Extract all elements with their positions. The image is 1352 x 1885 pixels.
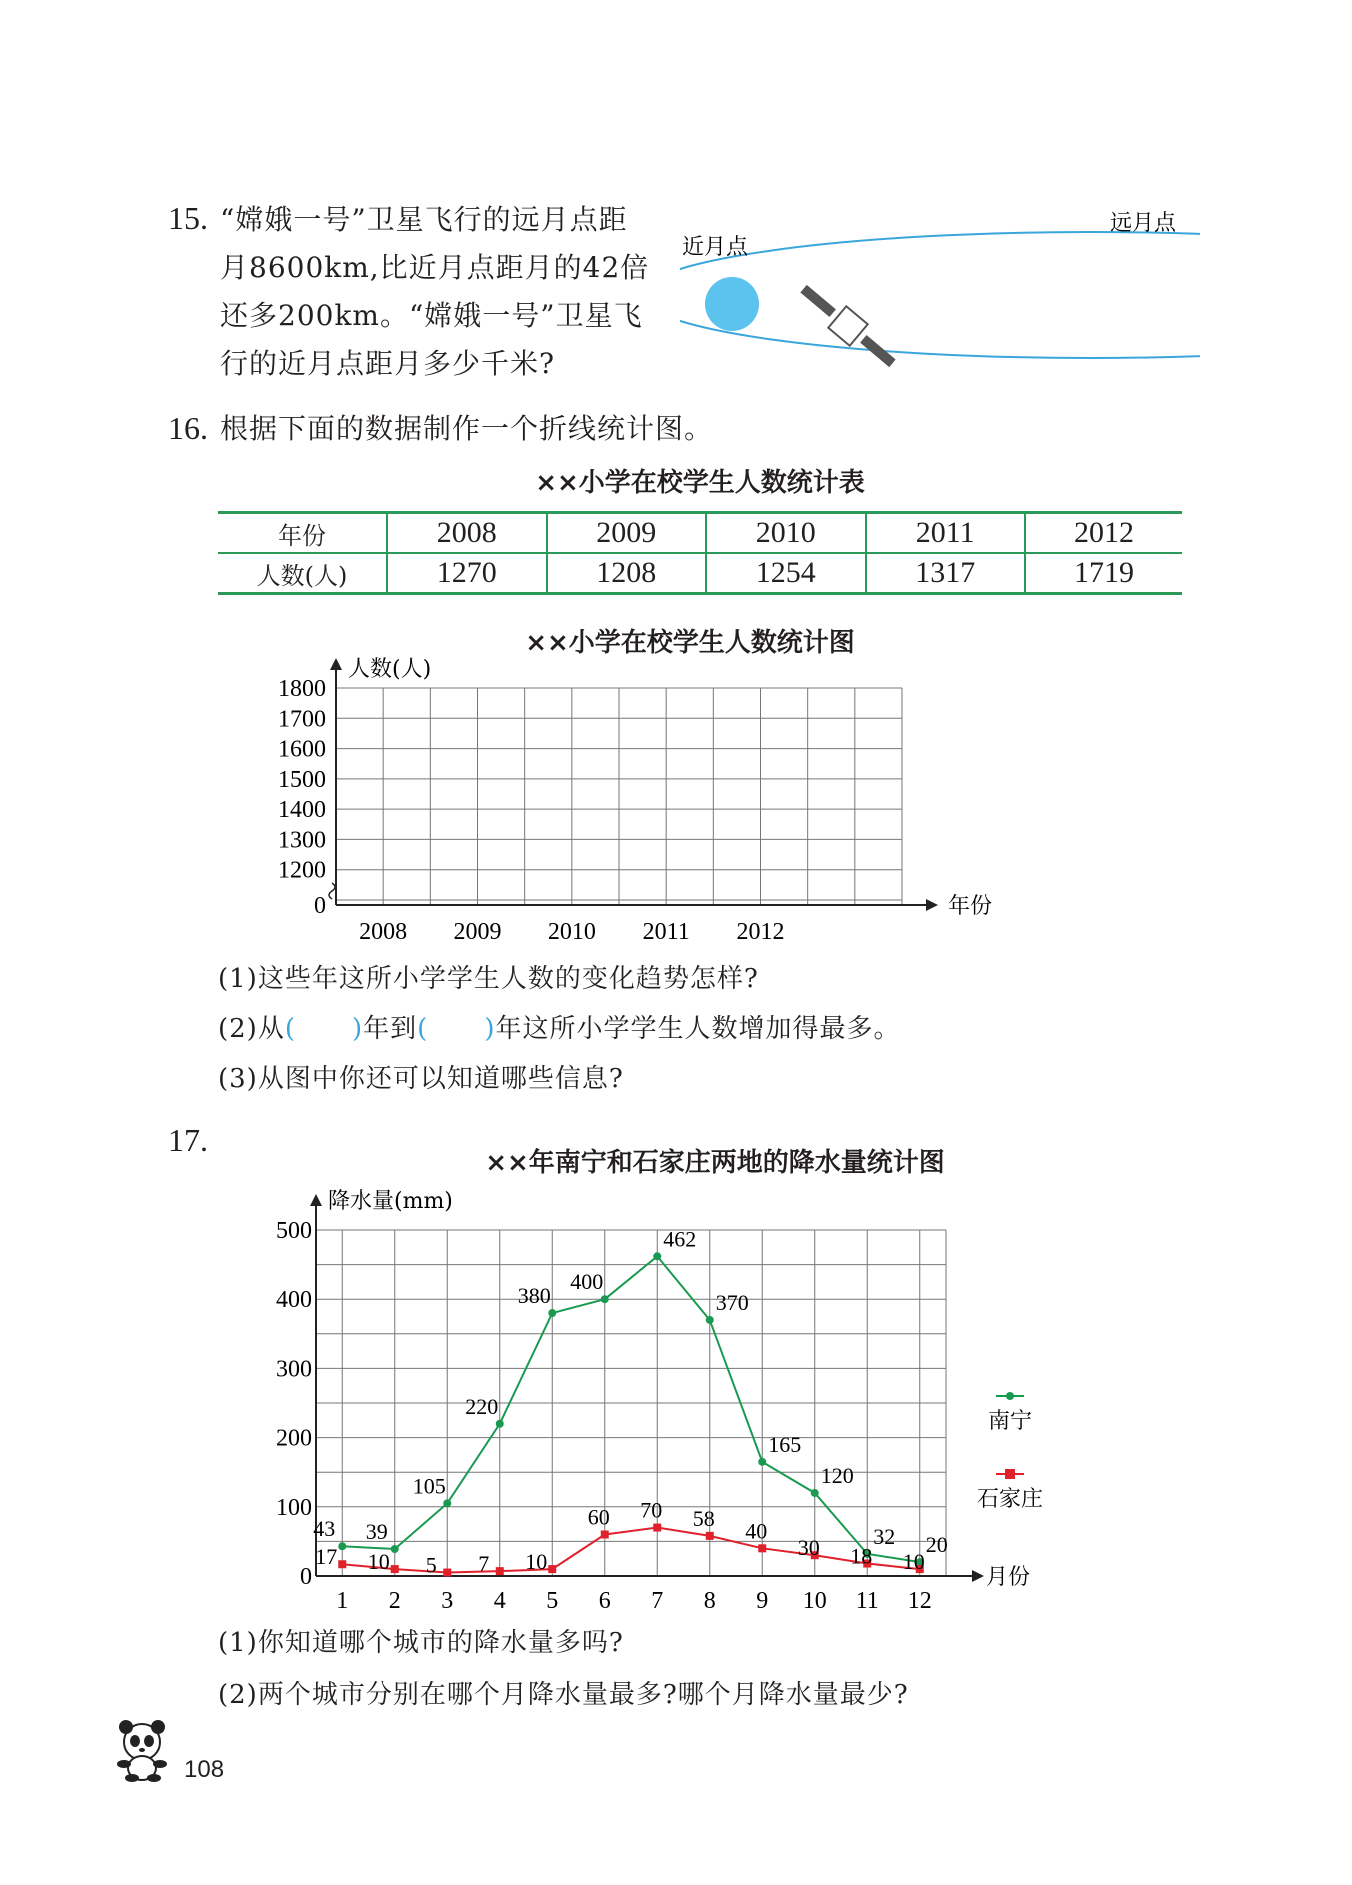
y-axis-label: 人数(人) bbox=[348, 657, 432, 682]
table-cell-year: 2010 bbox=[706, 513, 866, 554]
table-cell-year: 2011 bbox=[866, 513, 1026, 554]
x-tick-label: 9 bbox=[756, 1588, 769, 1614]
data-label: 220 bbox=[465, 1393, 499, 1419]
data-label: 165 bbox=[768, 1431, 802, 1457]
data-label: 20 bbox=[925, 1532, 948, 1558]
q16-table-title: ××小学在校学生人数统计表 bbox=[535, 468, 865, 498]
table-cell-count: 1270 bbox=[387, 553, 547, 594]
page-number: 108 bbox=[184, 1756, 225, 1783]
data-label: 370 bbox=[715, 1289, 749, 1315]
data-point-nanning bbox=[811, 1489, 819, 1497]
data-label: 105 bbox=[412, 1473, 446, 1499]
data-point-shijiazhuang bbox=[706, 1532, 714, 1540]
answer-paren-open: ( bbox=[284, 1014, 296, 1044]
x-tick-label: 1 bbox=[336, 1588, 349, 1614]
data-label: 70 bbox=[640, 1497, 663, 1523]
data-point-nanning bbox=[391, 1545, 399, 1553]
q2-prefix: (2)从 bbox=[218, 1014, 285, 1044]
x-axis-arrow bbox=[972, 1570, 984, 1582]
moon-icon bbox=[705, 277, 759, 331]
y-tick-label: 500 bbox=[276, 1218, 312, 1244]
data-point-nanning bbox=[496, 1420, 504, 1428]
orbit-ellipse bbox=[680, 232, 1200, 358]
table-cell-year: 2008 bbox=[387, 513, 547, 554]
x-tick-label: 11 bbox=[855, 1588, 879, 1614]
data-point-shijiazhuang bbox=[496, 1567, 504, 1575]
x-tick-label: 2012 bbox=[736, 919, 785, 945]
student-count-chart bbox=[250, 650, 1010, 950]
y-tick-label: 1300 bbox=[278, 827, 326, 854]
table-header-year: 年份 bbox=[218, 513, 387, 554]
x-tick-label: 2008 bbox=[359, 919, 408, 945]
chart2-title: ××年南宁和石家庄两地的降水量统计图 bbox=[485, 1148, 945, 1178]
table-row-years bbox=[218, 513, 1182, 554]
data-point-nanning bbox=[601, 1295, 609, 1303]
data-label: 10 bbox=[525, 1549, 548, 1575]
table-cell-count: 1208 bbox=[547, 553, 707, 594]
data-label: 7 bbox=[478, 1551, 490, 1577]
q17-number: 17. bbox=[168, 1122, 208, 1158]
table-cell-count: 1317 bbox=[866, 553, 1026, 594]
chart1-title: ××小学在校学生人数统计图 bbox=[525, 628, 855, 658]
rainfall-chart bbox=[250, 1180, 1100, 1620]
legend-marker-shijiazhuang bbox=[1005, 1469, 1015, 1479]
data-label: 120 bbox=[820, 1462, 854, 1488]
y-tick-label: 300 bbox=[276, 1356, 312, 1383]
data-label: 58 bbox=[692, 1505, 715, 1531]
y-tick-label: 1200 bbox=[278, 857, 326, 884]
data-point-shijiazhuang bbox=[758, 1544, 766, 1552]
data-point-shijiazhuang bbox=[601, 1530, 609, 1538]
q15-line-2: 月8600km,比近月点距月的42倍 bbox=[220, 251, 650, 284]
data-point-shijiazhuang bbox=[443, 1569, 451, 1577]
x-tick-label: 6 bbox=[598, 1588, 611, 1614]
data-label: 400 bbox=[570, 1269, 604, 1295]
x-axis-arrow bbox=[926, 899, 938, 911]
answer-paren-open: ( bbox=[417, 1014, 429, 1044]
table-header-count: 人数(人) bbox=[218, 553, 387, 594]
q17-subquestion-2: (2)两个城市分别在哪个月降水量最多?哪个月降水量最少? bbox=[218, 1680, 909, 1710]
data-point-shijiazhuang bbox=[653, 1524, 661, 1532]
q17-subquestion-1: (1)你知道哪个城市的降水量多吗? bbox=[218, 1628, 624, 1658]
answer-paren-close: ) bbox=[484, 1014, 496, 1044]
data-point-shijiazhuang bbox=[391, 1565, 399, 1573]
legend-label-shijiazhuang: 石家庄 bbox=[976, 1487, 1044, 1512]
x-tick-label: 8 bbox=[703, 1588, 716, 1614]
data-label: 43 bbox=[313, 1516, 336, 1542]
far-moon-label: 远月点 bbox=[1110, 211, 1177, 236]
q15-text bbox=[220, 196, 680, 388]
data-label: 30 bbox=[797, 1535, 820, 1561]
data-label: 380 bbox=[517, 1283, 551, 1309]
data-label: 10 bbox=[367, 1549, 390, 1575]
y-axis-label: 降水量(mm) bbox=[328, 1189, 453, 1214]
y-tick-label: 100 bbox=[276, 1494, 312, 1521]
q16-number: 16. bbox=[168, 410, 208, 446]
y-tick-label: 1600 bbox=[278, 736, 326, 763]
x-tick-label: 7 bbox=[651, 1588, 664, 1614]
data-label: 5 bbox=[425, 1552, 437, 1578]
x-tick-label: 5 bbox=[546, 1588, 559, 1614]
data-point-nanning bbox=[706, 1316, 714, 1324]
q16-subquestion-3: (3)从图中你还可以知道哪些信息? bbox=[218, 1064, 624, 1094]
y-tick-label: 1700 bbox=[278, 706, 326, 733]
q15-line-1: “嫦娥一号”卫星飞行的远月点距 bbox=[220, 203, 628, 236]
x-tick-label: 10 bbox=[802, 1588, 827, 1614]
table-cell-year: 2009 bbox=[547, 513, 707, 554]
x-axis-label: 年份 bbox=[948, 894, 993, 919]
data-label: 18 bbox=[850, 1543, 873, 1569]
data-label: 10 bbox=[902, 1549, 925, 1575]
y-tick-label: 1500 bbox=[278, 766, 326, 793]
table-row-counts bbox=[218, 553, 1182, 594]
y-tick-label: 0 bbox=[300, 1564, 312, 1590]
x-tick-label: 2 bbox=[388, 1588, 401, 1614]
panda-icon bbox=[110, 1718, 174, 1782]
q15-number: 15. bbox=[168, 200, 208, 236]
q2-suffix: 年这所小学学生人数增加得最多。 bbox=[495, 1014, 901, 1044]
data-label: 39 bbox=[365, 1519, 388, 1545]
data-point-nanning bbox=[758, 1458, 766, 1466]
data-label: 60 bbox=[587, 1504, 610, 1530]
data-point-nanning bbox=[548, 1309, 556, 1317]
table-cell-count: 1254 bbox=[706, 553, 866, 594]
legend-label-nanning: 南宁 bbox=[987, 1409, 1033, 1434]
data-label: 462 bbox=[663, 1226, 697, 1252]
data-label: 40 bbox=[745, 1518, 768, 1544]
data-label: 32 bbox=[873, 1523, 896, 1549]
q15-line-4: 行的近月点距月多少千米? bbox=[220, 347, 556, 380]
series-line-nanning bbox=[342, 1256, 920, 1562]
data-point-nanning bbox=[653, 1252, 661, 1260]
y-tick-label: 1400 bbox=[278, 797, 326, 824]
answer-paren-close: ) bbox=[352, 1014, 364, 1044]
x-tick-label: 3 bbox=[441, 1588, 454, 1614]
lunar-orbit-figure bbox=[680, 200, 1200, 380]
axis-break-mark bbox=[329, 883, 335, 899]
x-tick-label: 4 bbox=[493, 1588, 506, 1614]
x-tick-label: 2009 bbox=[453, 919, 502, 945]
data-label: 17 bbox=[315, 1544, 338, 1570]
table-cell-count: 1719 bbox=[1025, 553, 1182, 594]
q16-instruction: 根据下面的数据制作一个折线统计图。 bbox=[220, 412, 714, 445]
q16-subquestion-2 bbox=[218, 1008, 901, 1045]
x-tick-label: 2010 bbox=[547, 919, 596, 945]
x-tick-label: 12 bbox=[907, 1588, 932, 1614]
x-axis-label: 月份 bbox=[986, 1565, 1031, 1590]
y-tick-label: 0 bbox=[314, 893, 326, 919]
y-axis-arrow bbox=[330, 658, 342, 670]
q2-mid: 年到 bbox=[363, 1014, 418, 1044]
data-point-nanning bbox=[443, 1499, 451, 1507]
q15-line-3: 还多200km。“嫦娥一号”卫星飞 bbox=[220, 299, 643, 332]
satellite-icon bbox=[795, 278, 902, 374]
legend-marker-nanning bbox=[1006, 1392, 1014, 1400]
y-tick-label: 200 bbox=[276, 1425, 312, 1452]
data-point-nanning bbox=[338, 1542, 346, 1550]
y-axis-arrow bbox=[310, 1194, 322, 1206]
y-tick-label: 400 bbox=[276, 1287, 312, 1314]
x-tick-label: 2011 bbox=[642, 919, 690, 945]
data-point-shijiazhuang bbox=[548, 1565, 556, 1573]
student-count-table bbox=[218, 511, 1182, 595]
y-tick-label: 1800 bbox=[278, 676, 326, 702]
near-moon-label: 近月点 bbox=[682, 235, 749, 260]
data-point-shijiazhuang bbox=[338, 1560, 346, 1568]
table-cell-year: 2012 bbox=[1025, 513, 1182, 554]
q16-subquestion-1: (1)这些年这所小学学生人数的变化趋势怎样? bbox=[218, 964, 759, 994]
